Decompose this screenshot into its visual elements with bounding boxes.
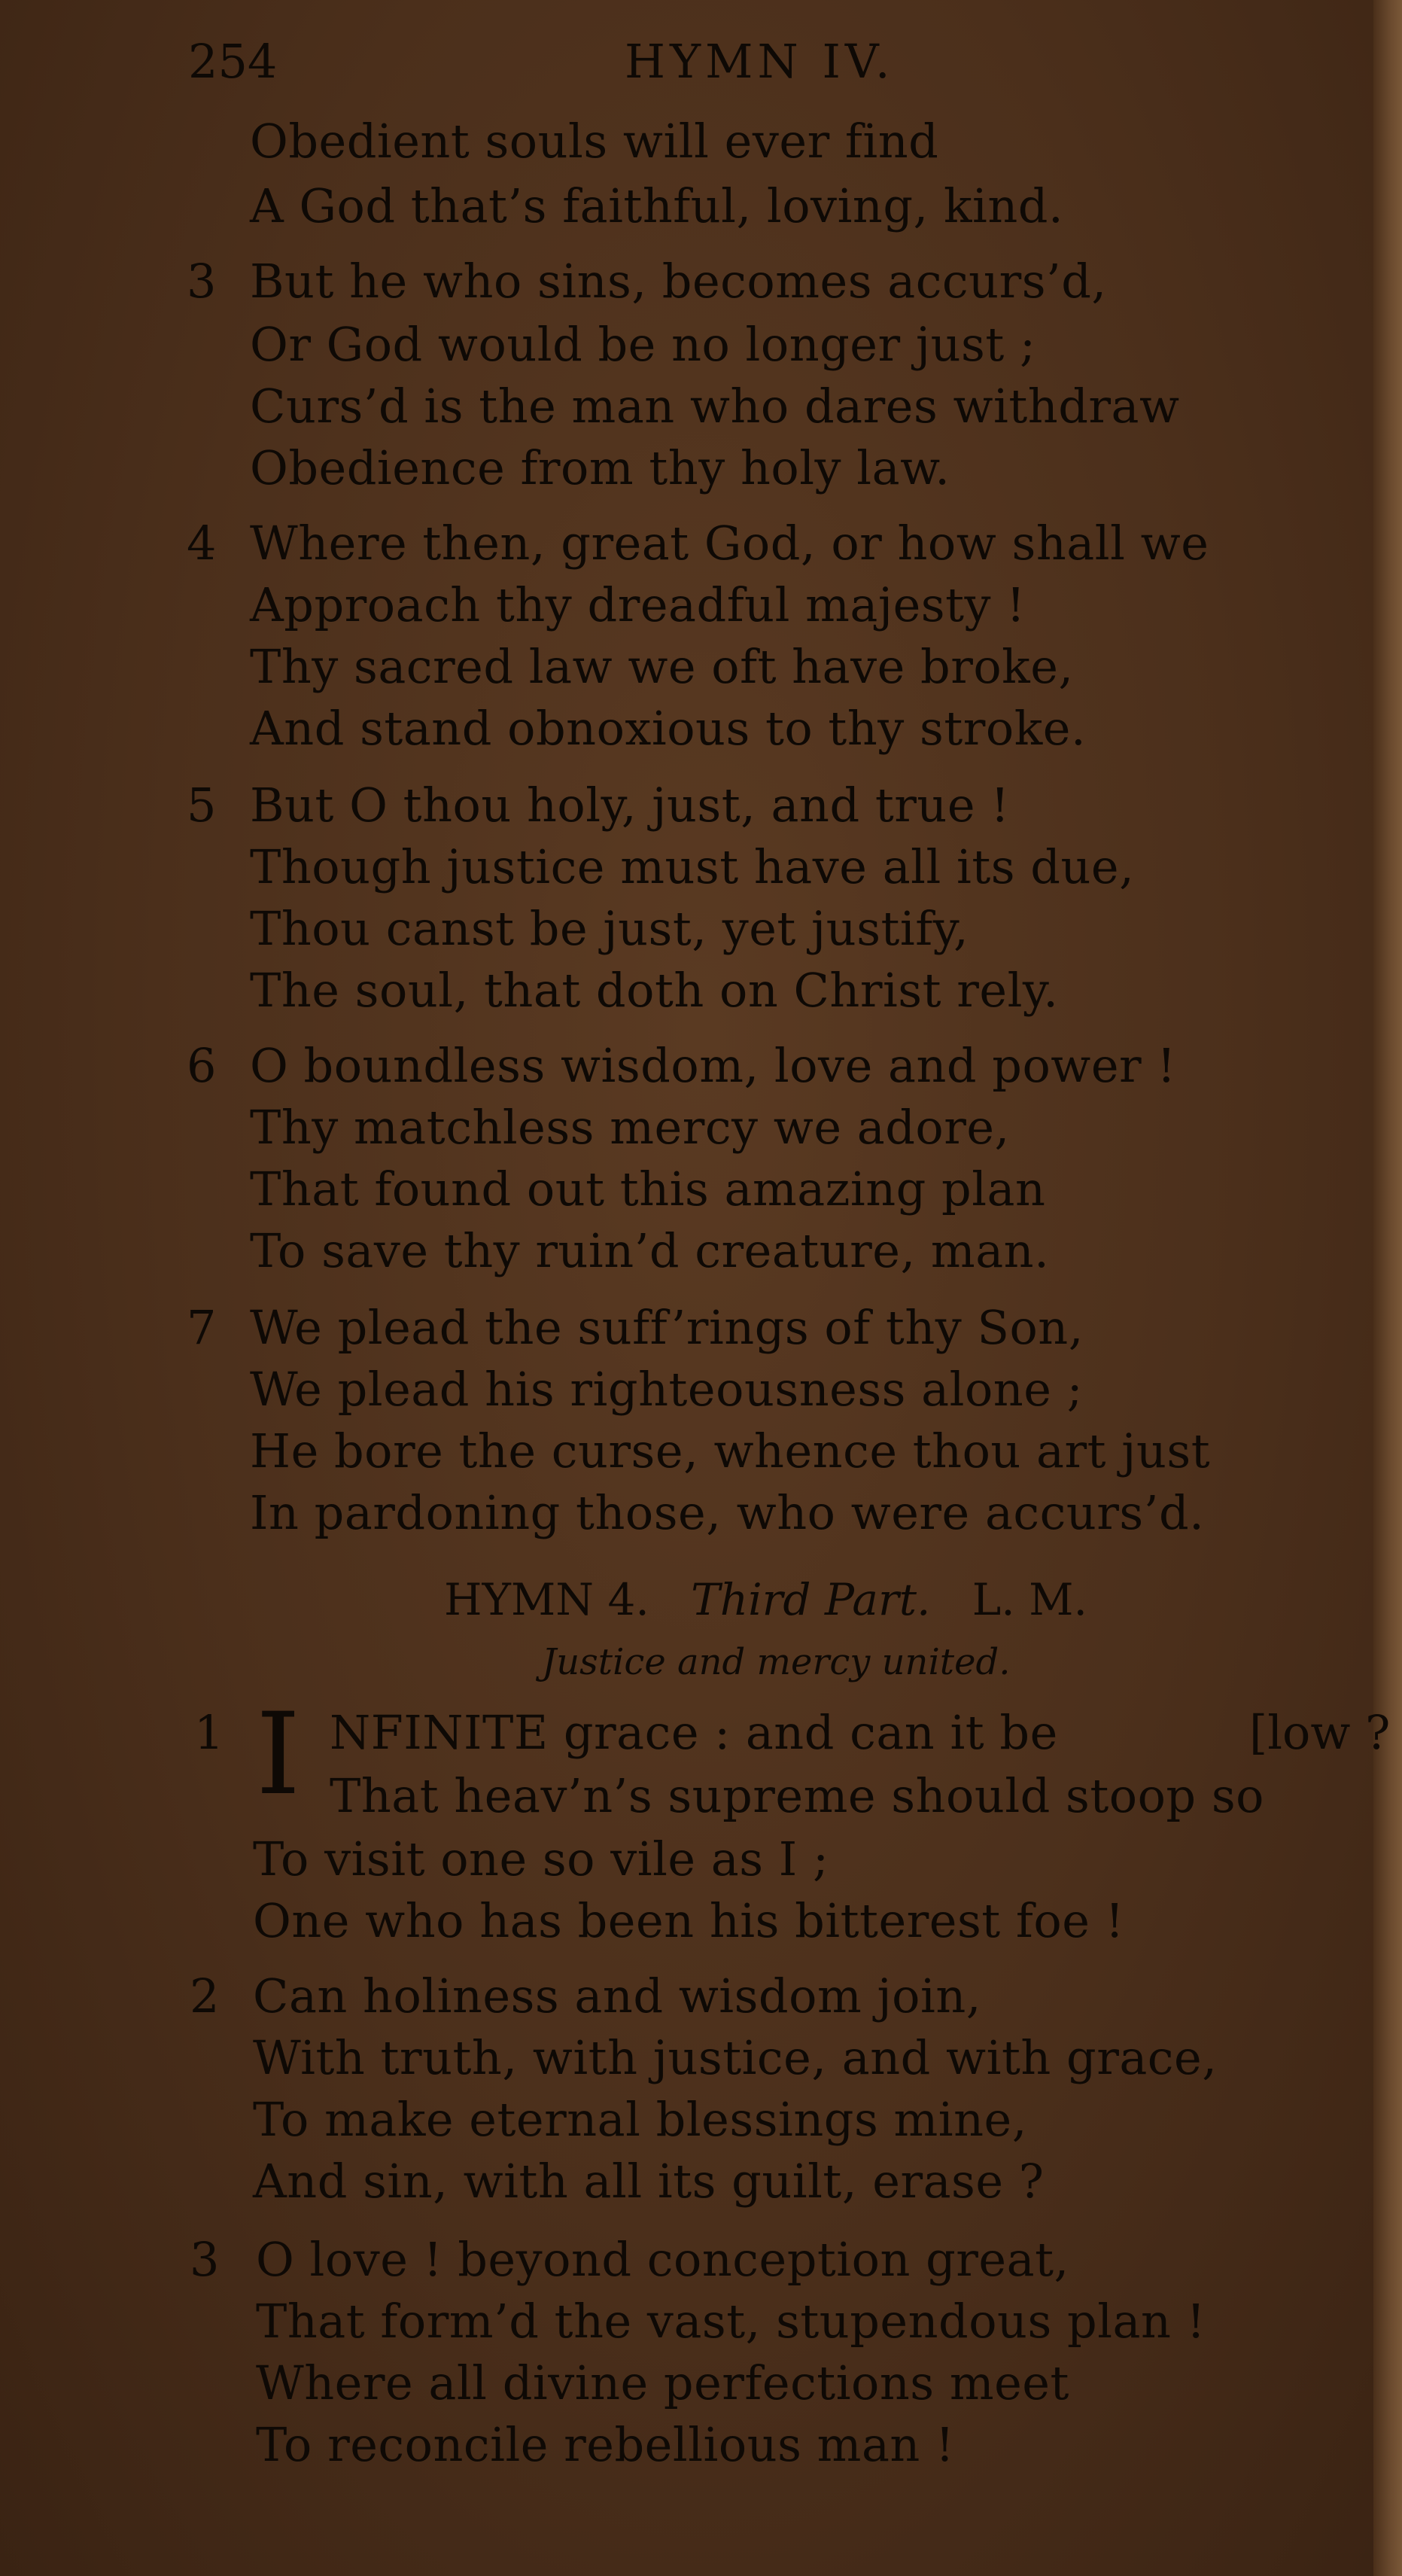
- page-number: 254: [188, 34, 278, 89]
- verse-line: Thy matchless mercy we adore,: [250, 1100, 1010, 1155]
- part-label: Third Part.: [691, 1574, 931, 1625]
- page-edge: [1373, 0, 1402, 2576]
- running-title: HYMN IV.: [625, 34, 895, 89]
- verse-line: That found out this amazing plan: [250, 1162, 1046, 1216]
- stanza-number: 1: [194, 1705, 224, 1760]
- verse-line: And stand obnoxious to thy stroke.: [250, 701, 1087, 756]
- stanza-number: 2: [190, 1969, 220, 2023]
- stanza-number: 3: [187, 254, 217, 309]
- verse-line: Or God would be no longer just ;: [250, 317, 1036, 372]
- verse-line: Obedience from thy holy law.: [250, 440, 950, 495]
- verse-line: He bore the curse, whence thou art just: [250, 1423, 1211, 1478]
- verse-line: And sin, with all its guilt, erase ?: [253, 2154, 1045, 2209]
- verse-line: To make eternal blessings mine,: [253, 2092, 1027, 2147]
- verse-line: Can holiness and wisdom join,: [253, 1969, 981, 2023]
- stanza-number: 6: [187, 1038, 217, 1093]
- verse-line: That heav’n’s supreme should stoop so: [330, 1768, 1264, 1823]
- verse-line: In pardoning those, who were accurs’d.: [250, 1485, 1205, 1540]
- verse-line: NFINITE grace : and can it be: [330, 1705, 1058, 1760]
- verse-line: Approach thy dreadful majesty !: [250, 577, 1026, 632]
- verse-line: Though justice must have all its due,: [250, 839, 1135, 894]
- verse-line: To save thy ruin’d creature, man.: [250, 1223, 1050, 1278]
- drop-cap: I: [256, 1689, 301, 1820]
- verse-line: Where all divine perfections meet: [256, 2355, 1069, 2410]
- verse-line: Curs’d is the man who dares withdraw: [250, 379, 1180, 434]
- section-heading: [444, 1570, 1087, 1630]
- stanza-number: 3: [190, 2232, 220, 2287]
- verse-line: To visit one so vile as I ;: [253, 1832, 829, 1886]
- stanza-number: 7: [187, 1300, 217, 1355]
- verse-line: With truth, with justice, and with grace,: [253, 2030, 1218, 2085]
- verse-line: That form’d the vast, stupendous plan !: [256, 2294, 1206, 2349]
- verse-line: Obedient souls will ever find: [250, 114, 939, 169]
- verse-line: A God that’s faithful, loving, kind.: [250, 178, 1064, 233]
- verse-line: We plead the suff’rings of thy Son,: [250, 1300, 1084, 1355]
- carryover-word: [low ?: [1249, 1705, 1391, 1760]
- stanza-number: 5: [187, 778, 217, 833]
- hymn-label: HYMN 4.: [444, 1574, 649, 1625]
- verse-line: Thou canst be just, yet justify,: [250, 901, 969, 956]
- verse-line: To reconcile rebellious man !: [256, 2417, 955, 2472]
- verse-line: One who has been his bitterest foe !: [253, 1893, 1125, 1948]
- verse-line: O boundless wisdom, love and power !: [250, 1038, 1176, 1093]
- verse-line: But he who sins, becomes accurs’d,: [250, 254, 1107, 309]
- verse-line: But O thou holy, just, and true !: [250, 778, 1010, 833]
- verse-line: The soul, that doth on Christ rely.: [250, 963, 1059, 1018]
- hymn-subtitle: Justice and mercy united.: [542, 1641, 1011, 1683]
- verse-line: O love ! beyond conception great,: [256, 2232, 1069, 2287]
- verse-line: We plead his righteousness alone ;: [250, 1362, 1083, 1417]
- verse-line: Thy sacred law we oft have broke,: [250, 639, 1074, 694]
- meter-label: L. M.: [972, 1574, 1087, 1625]
- verse-line: Where then, great God, or how shall we: [250, 516, 1209, 571]
- stanza-number: 4: [187, 516, 217, 571]
